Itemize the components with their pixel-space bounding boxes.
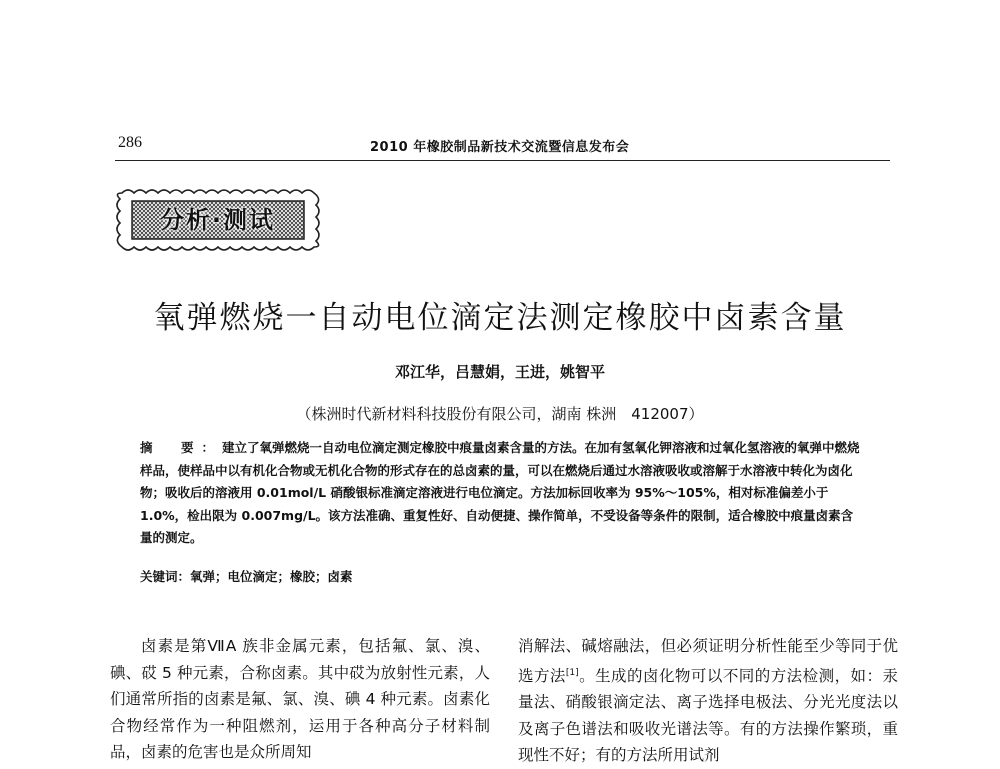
abstract-text: 建立了氧弹燃烧一自动电位滴定测定橡胶中痕量卤素含量的方法。在加有氢氧化钾溶液和过氧化氢溶液的氧弹中燃烧样品，使样品中以有机化合物或无机化合物的形式存在的总卤素的量，可以在燃烧后通过水溶液吸收或溶解于水溶液中转化为卤化物；吸收后的溶液用 0.01mol/L 硝酸银标准滴定溶液进行电位滴定。方法加标回收率为 95%～105%，相对标准偏差小于 1.0%，检出限为 0.007mg/L。该方法准确、重复性好、自动便捷、操作简单，不受设备等条件的限制，适合橡胶中痕量卤素含量的测定。 (140, 440, 860, 546)
citation-marker: [1] (565, 667, 579, 678)
body-left-column: 卤素是第ⅦA 族非金属元素，包括氟、氯、溴、碘、砹 5 种元素，合称卤素。其中砹为放射性元素，人们通常所指的卤素是氟、氯、溴、碘 4 种元素。卤素化合物经常作为一种阻燃剂，运用于各种高分子材料制品，卤素的危害也是众所周知 (110, 637, 490, 761)
body-right-text-b: 。生成的卤化物可以不同的方法检测，如：汞量法、硝酸银滴定法、离子选择电极法、分光光度法以及离子色谱法和吸收光谱法等。有的方法操作繁琐，重现性不好；有的方法所用试剂 (518, 666, 898, 765)
affiliation: （株洲时代新材料科技股份有限公司，湖南 株洲 412007） (296, 405, 704, 423)
header-rule (115, 160, 890, 161)
page-number: 286 (118, 134, 142, 151)
section-badge-label: 分析·测试 (159, 206, 276, 234)
body-right-text-a: 消解法、碱熔融法，但必须证明分析性能至少等同于优选方法 (518, 637, 898, 685)
paper-title: 氧弹燃烧一自动电位滴定法测定橡胶中卤素含量 (153, 300, 847, 336)
keywords-text: 氧弹；电位滴定；橡胶；卤素 (190, 569, 353, 584)
running-head: 2010 年橡胶制品新技术交流暨信息发布会 (370, 140, 630, 155)
abstract (140, 437, 865, 550)
body-right-column (518, 633, 898, 769)
keywords-label: 关键词： (140, 569, 191, 584)
authors: 邓江华，吕慧娟，王进，姚智平 (394, 363, 605, 381)
abstract-label: 摘 要： (140, 440, 223, 455)
section-badge (110, 185, 325, 255)
keywords (140, 567, 865, 587)
